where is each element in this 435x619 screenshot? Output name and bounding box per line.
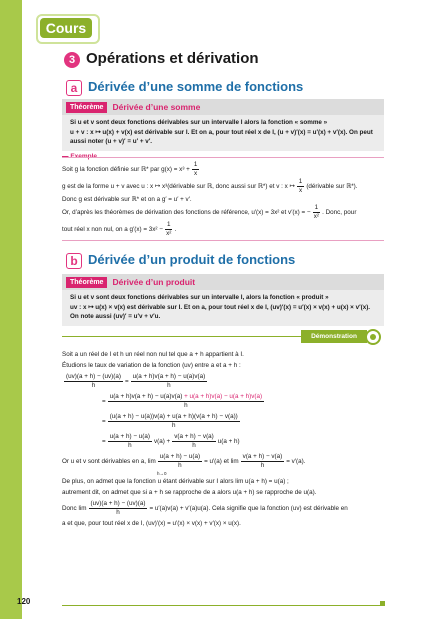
example-top-rule [62, 157, 384, 158]
cours-tab-label: Cours [45, 20, 87, 36]
example-frac-2-num: 1 [298, 178, 303, 185]
example-bottom-rule [62, 240, 384, 241]
example-line-5 [62, 221, 384, 238]
eq1-rhs-num: u(a + h)v(a + h) − u(a)v(a) [132, 372, 206, 380]
proof-line-3 [62, 451, 384, 471]
example-line-2-end: (dérivable sur ℝ*). [306, 183, 358, 191]
proof-line-3-c: = v′(a). [286, 457, 306, 465]
theorem-sum-line-2: u + v : x ↦ u(x) + v(x) est dérivable sur I. Et on a, pour tout réel x de I, (u + v)′(x) = u′(x) + v′(x). On peut [70, 128, 373, 136]
proof-line-4: De plus, on admet que la fonction u étant dérivable sur I alors lim u(a + h) = u(a) ; [62, 478, 289, 485]
proof-line-7: a et que, pour tout réel x de I, (uv)′(x) = u′(x) × v(x) + v′(x) × u(x). [62, 520, 241, 527]
eq1-rhs [131, 373, 208, 390]
theorem-sum-line-1: Si u et v sont deux fonctions dérivables sur un intervalle I alors la fonction « somme » [70, 119, 328, 126]
theorem-sum-label: Théorème [66, 102, 107, 113]
cours-tab [40, 18, 92, 38]
proof-line-3-frac-1-den: h [178, 461, 182, 469]
example-frac-1-num: 1 [193, 161, 198, 168]
theorem-product-label: Théorème [66, 277, 107, 288]
eq4-mid: v(a) + [153, 437, 171, 445]
theorem-product-header [62, 274, 384, 290]
example-line-5-end: . [174, 226, 177, 234]
subsection-a-letter: a [66, 80, 82, 96]
eq2-num-part-b: + u(a + h)v(a) − u(a + h)v(a) [184, 392, 263, 400]
proof-line-3-frac-1 [158, 453, 202, 470]
proof-equation-2: = $\frac{u(a + h)v(a + h) - u(a)v(a) + u(a + h)v(a) - u(a + h)v(a)}{h}$ [102, 392, 263, 409]
section-number-badge: 3 [64, 52, 80, 68]
subsection-b-title: Dérivée d’un produit de fonctions [88, 252, 296, 267]
proof-line-3-frac-2-den: h [260, 461, 265, 469]
example-line-5-text: tout réel x non nul, on a g′(x) = 3x² − [62, 226, 163, 234]
eq4-frac-2-den: h [192, 441, 196, 449]
example-line-3: Donc g est dérivable sur ℝ* et on a g′ = u′ + v′. [62, 196, 192, 203]
page-number: 120 [17, 597, 31, 606]
proof-line-3-frac-2 [241, 453, 285, 470]
theorem-product-box [62, 274, 384, 326]
proof-line-6-b: = u′(a)v(a) + v′(a)u(a). Cela signifie que la fonction (uv) est dérivable en [149, 504, 348, 512]
target-icon [365, 329, 381, 345]
subsection-a-title: Dérivée d’une somme de fonctions [88, 79, 304, 94]
example-frac-1-den: x [194, 170, 198, 177]
eq4-frac-2-num: v(a + h) − v(a) [174, 432, 214, 440]
proof-line-6 [62, 498, 384, 518]
eq4-frac-2 [172, 433, 216, 450]
example-line-2 [62, 178, 384, 195]
left-margin-bar [0, 0, 22, 619]
eq1-lhs-den: h [91, 381, 96, 389]
theorem-sum-header [62, 99, 384, 115]
example-frac-2-den: x [298, 187, 303, 194]
proof-equation-4: = $\frac{u(a + h) - u(a)}{h}$ v(a) + $\frac{v(a + h) - v(a)}{h}$ u(a + h) [102, 432, 240, 449]
eq4-end: u(a + h) [217, 437, 240, 445]
proof-line-6-frac [89, 500, 148, 517]
eq2-frac [108, 393, 264, 410]
theorem-product-line-3: On note aussi (uv)′ = u′v + v′u. [70, 313, 161, 320]
example-frac-3 [313, 204, 321, 221]
eq1-lhs [64, 373, 123, 390]
eq3-frac [108, 413, 240, 430]
example-line-1 [62, 161, 384, 178]
section-title: Opérations et dérivation [86, 50, 259, 67]
theorem-sum-box [62, 99, 384, 151]
theorem-sum-name: Dérivée d’une somme [112, 102, 201, 112]
demonstration-end-square [380, 601, 385, 606]
example-body [62, 161, 384, 238]
proof-line-3-frac-2-num: v(a + h) − v(a) [242, 452, 283, 460]
example-line-4-end: . Donc, pour [322, 209, 357, 217]
subsection-b-letter: b [66, 253, 82, 269]
eq2-num-part-a: u(a + h)v(a + h) − u(a)v(a) [109, 392, 185, 400]
example-frac-1 [192, 161, 200, 178]
eq1-rhs-den: h [167, 381, 171, 389]
proof-line-3-frac-1-num: u(a + h) − u(a) [159, 452, 201, 460]
example-frac-4-den: x² [166, 230, 172, 238]
example-line-2-text: g est de la forme u + v avec u : x ↦ x³(dérivable sur ℝ, donc aussi sur ℝ*) et v : x ↦ [62, 183, 295, 191]
theorem-sum-line-3: aussi noter (u + v)′ = u′ + v′. [70, 138, 153, 145]
example-line-4 [62, 204, 384, 221]
proof-line-1: Soit a un réel de I et h un réel non nul tel que a + h appartient à I. [62, 351, 244, 358]
eq3-den: h [171, 421, 176, 429]
limit-subscript: h→0 [157, 471, 167, 476]
eq1-lhs-num: (uv)(a + h) − (uv)(a) [66, 372, 121, 380]
eq2-den: h [184, 401, 188, 409]
proof-line-6-a: Donc lim [62, 504, 87, 512]
example-line-4-text: Or, d’après les théorèmes de dérivation des fonctions de référence, u′(x) = 3x² et v′(x) = − [62, 209, 311, 217]
example-frac-3-num: 1 [314, 204, 319, 212]
theorem-product-name: Dérivée d’un produit [112, 277, 196, 287]
eq3-num: (u(a + h) − u(a))v(a) + u(a + h)(v(a + h) − v(a)) [109, 412, 238, 420]
proof-equation-3: = $\frac{(u(a + h) - u(a))v(a) + u(a + h)(v(a + h) - v(a))}{h}$ [102, 412, 238, 429]
eq2-num [108, 393, 264, 402]
proof-line-6-frac-num: (uv)(a + h) − (uv)(a) [90, 499, 146, 507]
eq4-frac-1 [108, 433, 152, 450]
proof-line-2: Étudions le taux de variation de la fonction (uv) entre a et a + h : [62, 362, 241, 369]
example-frac-4 [165, 221, 173, 238]
proof-line-3-b: = u′(a) et lim [204, 457, 239, 465]
proof-body [62, 349, 384, 529]
example-frac-4-num: 1 [166, 221, 171, 229]
proof-equation-1: $\frac{(uv)(a + h) - (uv)(a)}{h}$ = $\frac{u(a + h)v(a + h) - u(a)v(a)}{h}$ [66, 372, 206, 389]
example-frac-3-den: x² [313, 213, 319, 221]
eq4-frac-1-den: h [128, 441, 132, 449]
theorem-sum-body [62, 115, 384, 151]
theorem-product-line-2: uv : x ↦ u(x) × v(x) est dérivable sur I. Et on a, pour tout réel x de I, (uv)′(x) = u′(x) × v(x) + u(x) × v′(x). [70, 303, 371, 311]
theorem-product-body [62, 290, 384, 326]
proof-line-5: autrement dit, on admet que si a + h se rapproche de a alors u(a + h) se rapproche de u(a). [62, 489, 317, 496]
demonstration-tag: Démonstration [301, 330, 367, 343]
theorem-product-line-1: Si u et v sont deux fonctions dérivables sur un intervalle I, alors la fonction « produit » [70, 294, 329, 301]
demonstration-end-rule [62, 605, 384, 606]
eq4-frac-1-num: u(a + h) − u(a) [109, 432, 150, 440]
proof-line-3-a: Or u et v sont dérivables en a, lim [62, 457, 156, 465]
example-frac-2 [297, 178, 305, 195]
proof-line-6-frac-den: h [116, 508, 120, 516]
example-line-1-text: Soit g la fonction définie sur ℝ* par g(x) = x³ + [62, 166, 190, 174]
